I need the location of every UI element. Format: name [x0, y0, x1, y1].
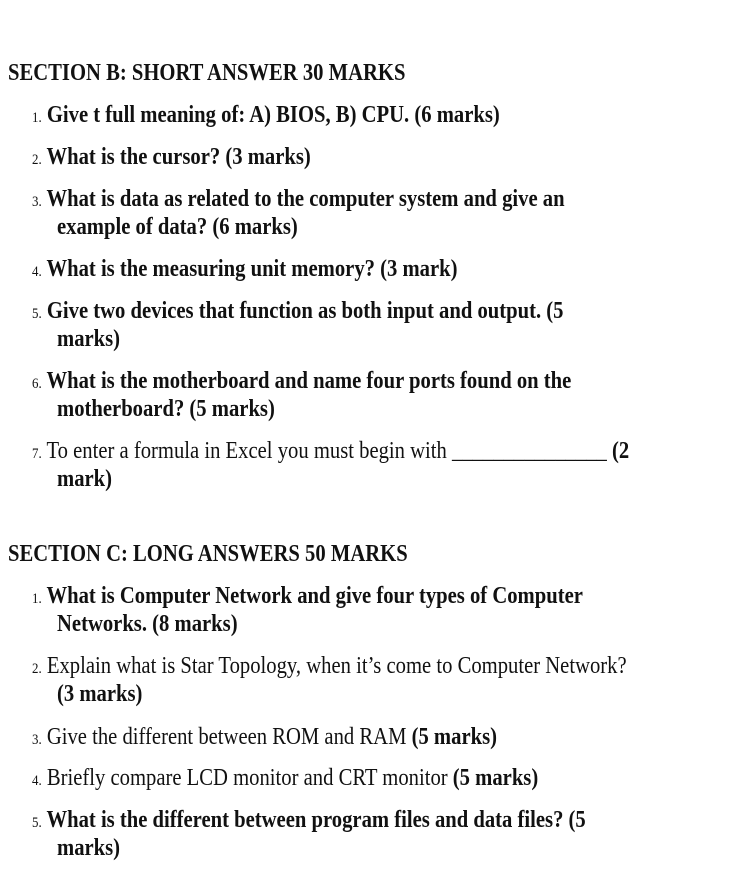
answer-blank: _______________	[452, 438, 607, 464]
question-text: What is data as related to the computer system and give an	[46, 186, 565, 212]
question-number: 5.	[32, 306, 42, 322]
question-text: Give the different between ROM and RAM	[46, 724, 407, 750]
question-number: 4.	[32, 264, 42, 280]
section-b-heading: SECTION B: SHORT ANSWER 30 MARKS	[8, 60, 406, 86]
question-number: 5.	[32, 815, 42, 831]
question-text: Explain what is Star Topology, when it’s come to Computer Network?	[46, 653, 627, 679]
question-b1	[32, 101, 500, 132]
question-b5	[32, 297, 563, 328]
question-number: 4.	[32, 773, 42, 789]
question-b7-continuation: mark)	[57, 466, 113, 492]
question-b3-continuation: example of data? (6 marks)	[57, 214, 298, 240]
question-text: What is the cursor? (3 marks)	[46, 144, 311, 170]
question-c5	[32, 806, 586, 837]
question-c3	[32, 723, 497, 754]
question-c4	[32, 764, 538, 795]
question-number: 1.	[32, 591, 42, 607]
section-c-heading: SECTION C: LONG ANSWERS 50 MARKS	[8, 541, 408, 567]
question-number: 3.	[32, 194, 42, 210]
question-number: 6.	[32, 376, 42, 392]
question-b6-continuation: motherboard? (5 marks)	[57, 396, 275, 422]
question-text: What is the motherboard and name four ports found on the	[46, 368, 572, 394]
question-text: To enter a formula in Excel you must begin with	[46, 438, 447, 464]
question-marks: (2	[611, 438, 630, 464]
question-number: 1.	[32, 110, 42, 126]
question-c1	[32, 582, 583, 613]
question-marks: (5 marks)	[411, 724, 498, 750]
question-c1-continuation: Networks. (8 marks)	[57, 611, 238, 637]
question-number: 2.	[32, 152, 42, 168]
question-b5-continuation: marks)	[57, 326, 121, 352]
question-number: 7.	[32, 446, 42, 462]
question-text: Give t full meaning of: A) BIOS, B) CPU. (6 marks)	[46, 102, 500, 128]
question-c2	[32, 652, 627, 683]
question-c5-continuation: marks)	[57, 835, 121, 861]
question-b7	[32, 437, 629, 468]
question-b4	[32, 255, 458, 286]
question-b6	[32, 367, 571, 398]
question-marks: (5 marks)	[452, 765, 539, 791]
question-text: Give two devices that function as both input and output. (5	[46, 298, 564, 324]
question-b3	[32, 185, 565, 216]
question-b2	[32, 143, 311, 174]
question-text: Briefly compare LCD monitor and CRT monitor	[46, 765, 448, 791]
question-text: What is the different between program files and data files? (5	[46, 807, 586, 833]
question-c2-continuation: (3 marks)	[57, 681, 143, 707]
question-number: 2.	[32, 661, 42, 677]
question-text: What is Computer Network and give four types of Computer	[46, 583, 583, 609]
question-number: 3.	[32, 732, 42, 748]
question-text: What is the measuring unit memory? (3 mark)	[46, 256, 458, 282]
